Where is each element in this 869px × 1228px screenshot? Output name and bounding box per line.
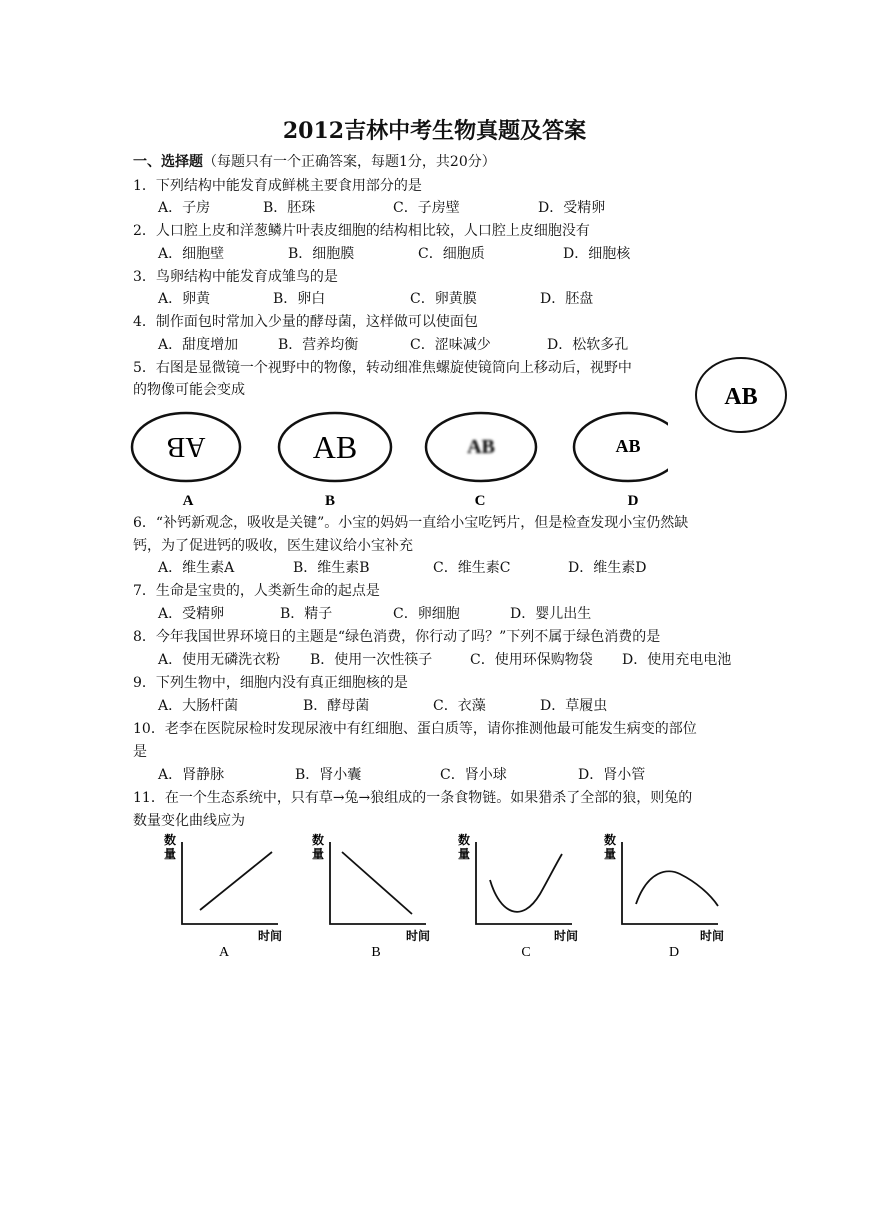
question-5-stem-line-2: 的物像可能会变成 <box>133 382 245 398</box>
graph-c-y-label-1: 数 <box>458 833 471 847</box>
q1-option-b: B．胚珠 <box>263 200 316 216</box>
question-11-stem-line-1: 11．在一个生态系统中，只有草→兔→狼组成的一条食物链。如果猎杀了全部的狼，则兔的 <box>133 790 693 806</box>
q4-option-b: B．营养均衡 <box>278 337 359 353</box>
q7-option-c: C．卵细胞 <box>393 606 460 622</box>
q9-option-d: D．草履虫 <box>540 698 608 714</box>
q8-option-a: A．使用无磷洗衣粉 <box>158 652 281 668</box>
question-11-stem-line-2: 数量变化曲线应为 <box>133 813 245 829</box>
q10-option-a: A．肾静脉 <box>158 767 225 783</box>
view-b-text: AB <box>312 429 358 465</box>
question-9-stem: 9．下列生物中，细胞内没有真正细胞核的是 <box>133 675 408 691</box>
graph-a-label: A <box>218 945 230 960</box>
graph-d-label: D <box>668 945 680 960</box>
question-5-stem-line-1: 5．右图是显微镜一个视野中的物像，转动细准焦螺旋使镜筒向上移动后，视野中 <box>133 360 632 376</box>
graph-c-label: C <box>521 945 531 960</box>
question-10-stem-line-2: 是 <box>133 744 147 760</box>
graph-b-label: B <box>371 945 381 960</box>
graph-c-x-label: 时间 <box>554 929 579 943</box>
view-d-text: AB <box>615 436 641 456</box>
graph-d-x-label: 时间 <box>700 929 725 943</box>
q7-option-b: B．精子 <box>280 606 333 622</box>
q10-option-b: B．肾小囊 <box>295 767 362 783</box>
question-4-stem: 4．制作面包时常加入少量的酵母菌，这样做可以使面包 <box>133 314 478 330</box>
q1-option-a: A．子房 <box>158 200 211 216</box>
q2-option-b: B．细胞膜 <box>288 246 355 262</box>
graph-a-curve <box>200 852 272 910</box>
question-6-stem-line-1: 6．“补钙新观念，吸收是关键”。小宝的妈妈一直给小宝吃钙片，但是检查发现小宝仍然缺 <box>133 515 689 531</box>
graph-c-curve <box>490 854 562 912</box>
graph-c-y-label-2: 量 <box>458 847 471 861</box>
view-c-label: C <box>474 493 486 509</box>
page-title: 2012吉林中考生物真题及答案 <box>282 118 587 144</box>
view-c-text: AB <box>467 436 495 458</box>
q6-option-b: B．维生素B <box>293 560 370 576</box>
question-5-figure <box>128 410 668 510</box>
section-note: （每题只有一个正确答案，每题1分，共20分） <box>203 154 496 170</box>
view-a-label: A <box>182 493 194 509</box>
q3-option-d: D．胚盘 <box>540 291 594 307</box>
graph-a-y-label-2: 量 <box>164 847 177 861</box>
graph-a-y-label-1: 数 <box>164 833 177 847</box>
q3-option-b: B．卵白 <box>273 291 326 307</box>
q4-option-d: D．松软多孔 <box>547 337 629 353</box>
q6-option-c: C．维生素C <box>433 560 511 576</box>
q9-option-b: B．酵母菌 <box>303 698 370 714</box>
q2-option-d: D．细胞核 <box>563 246 631 262</box>
graph-d-y-label-1: 数 <box>604 833 617 847</box>
view-d-label: D <box>627 493 639 509</box>
q7-option-d: D．婴儿出生 <box>510 606 592 622</box>
graph-b-y-label-1: 数 <box>312 833 325 847</box>
question-3-stem: 3．鸟卵结构中能发育成雏鸟的是 <box>133 269 338 285</box>
graph-b-x-label: 时间 <box>406 929 431 943</box>
q4-option-c: C．涩味减少 <box>410 337 491 353</box>
q7-option-a: A．受精卵 <box>158 606 225 622</box>
q1-option-d: D．受精卵 <box>538 200 606 216</box>
graph-b-y-label-2: 量 <box>312 847 325 861</box>
microscope-reference-view <box>694 356 790 436</box>
question-6-stem-line-2: 钙，为了促进钙的吸收，医生建议给小宝补充 <box>133 538 413 554</box>
view-a-text: AB <box>166 431 206 462</box>
question-10-stem-line-1: 10．老李在医院尿检时发现尿液中有红细胞、蛋白质等，请你推测他最可能发生病变的部位 <box>133 721 697 737</box>
question-2-stem: 2．人口腔上皮和洋葱鳞片叶表皮细胞的结构相比较，人口腔上皮细胞没有 <box>133 223 590 239</box>
q4-option-a: A．甜度增加 <box>158 337 239 353</box>
q8-option-b: B．使用一次性筷子 <box>310 652 433 668</box>
question-7-stem: 7．生命是宝贵的，人类新生命的起点是 <box>133 583 380 599</box>
graph-d-y-label-2: 量 <box>604 847 617 861</box>
graph-b-curve <box>342 852 412 914</box>
question-11-graphs <box>150 828 750 968</box>
q10-option-c: C．肾小球 <box>440 767 507 783</box>
q3-option-a: A．卵黄 <box>158 291 211 307</box>
graph-d-axes <box>622 842 718 924</box>
section-header <box>133 153 496 171</box>
graph-a-x-label: 时间 <box>258 929 283 943</box>
q3-option-c: C．卵黄膜 <box>410 291 477 307</box>
question-8-stem: 8．今年我国世界环境日的主题是“绿色消费，你行动了吗？”下列不属于绿色消费的是 <box>133 629 661 645</box>
view-b-label: B <box>324 493 336 509</box>
q9-option-a: A．大肠杆菌 <box>158 698 239 714</box>
q6-option-d: D．维生素D <box>568 560 647 576</box>
q8-option-c: C．使用环保购物袋 <box>470 652 593 668</box>
question-1-stem: 1．下列结构中能发育成鲜桃主要食用部分的是 <box>133 178 422 194</box>
q6-option-a: A．维生素A <box>158 560 235 576</box>
graph-d-curve <box>636 871 718 906</box>
q1-option-c: C．子房壁 <box>393 200 460 216</box>
q2-option-a: A．细胞壁 <box>158 246 225 262</box>
q2-option-c: C．细胞质 <box>418 246 485 262</box>
q8-option-d: D．使用充电电池 <box>622 652 732 668</box>
graph-a-axes <box>182 842 278 924</box>
reference-text: AB <box>724 384 758 410</box>
section-heading: 一、选择题 <box>133 154 203 170</box>
q9-option-c: C．衣藻 <box>433 698 486 714</box>
q10-option-d: D．肾小管 <box>578 767 646 783</box>
